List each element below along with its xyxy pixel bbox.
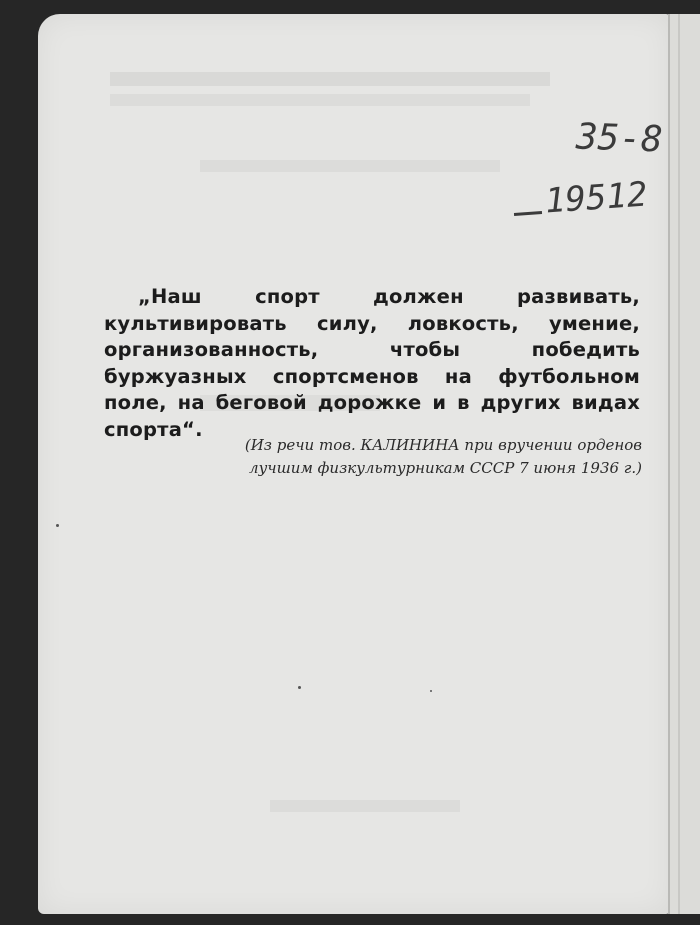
handwritten-mark-top: 35-8	[575, 116, 664, 161]
bleed-through-line	[200, 160, 500, 172]
bleed-through-line	[270, 800, 460, 812]
quote-attribution	[130, 434, 642, 480]
handwritten-mark-bottom: 19512	[543, 174, 649, 222]
attribution-line-2: лучшим физкультурникам СССР 7 июня 1936 г.)	[249, 459, 642, 477]
bleed-through-line	[110, 72, 550, 86]
dust-speck	[430, 690, 432, 692]
bleed-through-line	[110, 94, 530, 106]
quote-paragraph: „Наш спорт должен развивать, культивировать силу, ловкость, умение, организованность, чтобы победить буржуазных спортсменов на футбольном поле, на беговой дорожке и в других видах спорта“.	[104, 285, 640, 441]
dust-speck	[298, 686, 301, 689]
attribution-line-1: (Из речи тов. КАЛИНИНА при вручении орденов	[244, 436, 642, 454]
dust-speck	[56, 524, 59, 527]
next-page-edge	[668, 14, 700, 914]
